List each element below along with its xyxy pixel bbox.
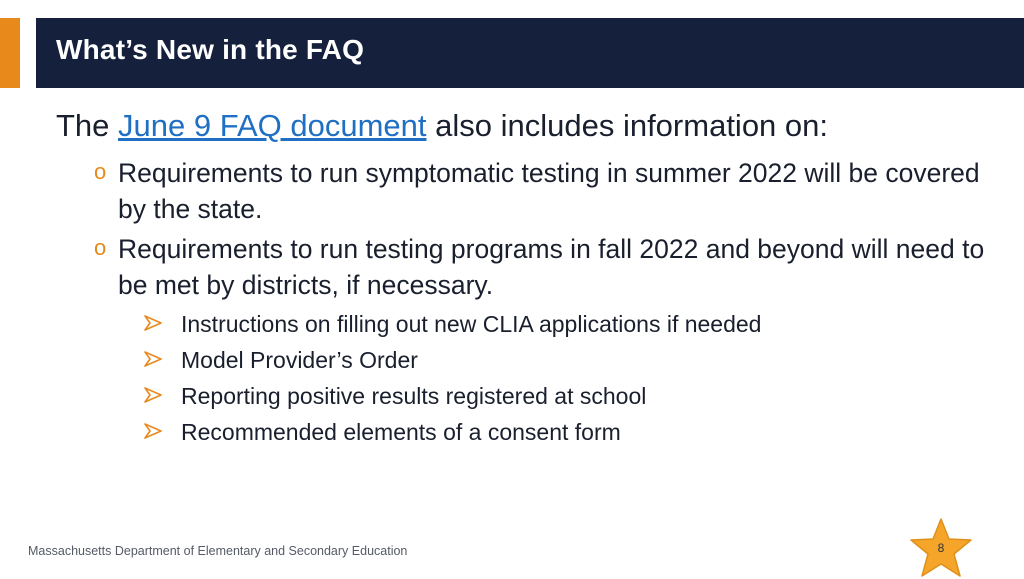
sub-bullet-text: Model Provider’s Order [181, 347, 418, 373]
sub-bullet-item [144, 381, 646, 411]
slide-title: What’s New in the FAQ [56, 34, 365, 65]
bullet-text: Requirements to run testing programs in fall 2022 and beyond will need to be met by districts, if necessary. [118, 234, 985, 300]
bullet-text: Requirements to run symptomatic testing in summer 2022 will be covered by the state. [118, 158, 980, 224]
circle-bullet-icon: o [94, 159, 107, 184]
faq-document-link[interactable]: June 9 FAQ document [118, 108, 427, 143]
page-number: 8 [937, 541, 945, 555]
arrow-bullet-icon [144, 422, 162, 440]
intro-suffix: also includes information on: [426, 108, 829, 143]
arrow-bullet-icon [144, 386, 162, 404]
arrow-bullet-icon [144, 314, 162, 332]
sub-bullet-text: Reporting positive results registered at school [181, 383, 647, 409]
sub-bullet-text: Recommended elements of a consent form [181, 419, 621, 445]
sub-bullet-text: Instructions on filling out new CLIA applications if needed [181, 311, 762, 337]
sub-bullet-item [144, 417, 621, 447]
bullet-item [94, 231, 1004, 303]
arrow-bullet-icon [144, 350, 162, 368]
title-bar [36, 18, 1024, 88]
sub-bullet-item [144, 345, 418, 375]
intro-prefix: The [56, 108, 119, 143]
title-accent-bar [0, 18, 20, 88]
intro-line [56, 108, 828, 144]
footer-organization: Massachusetts Department of Elementary and Secondary Education [28, 544, 408, 558]
bullet-item [94, 155, 1004, 227]
sub-bullet-item [144, 309, 761, 339]
circle-bullet-icon: o [94, 235, 107, 260]
